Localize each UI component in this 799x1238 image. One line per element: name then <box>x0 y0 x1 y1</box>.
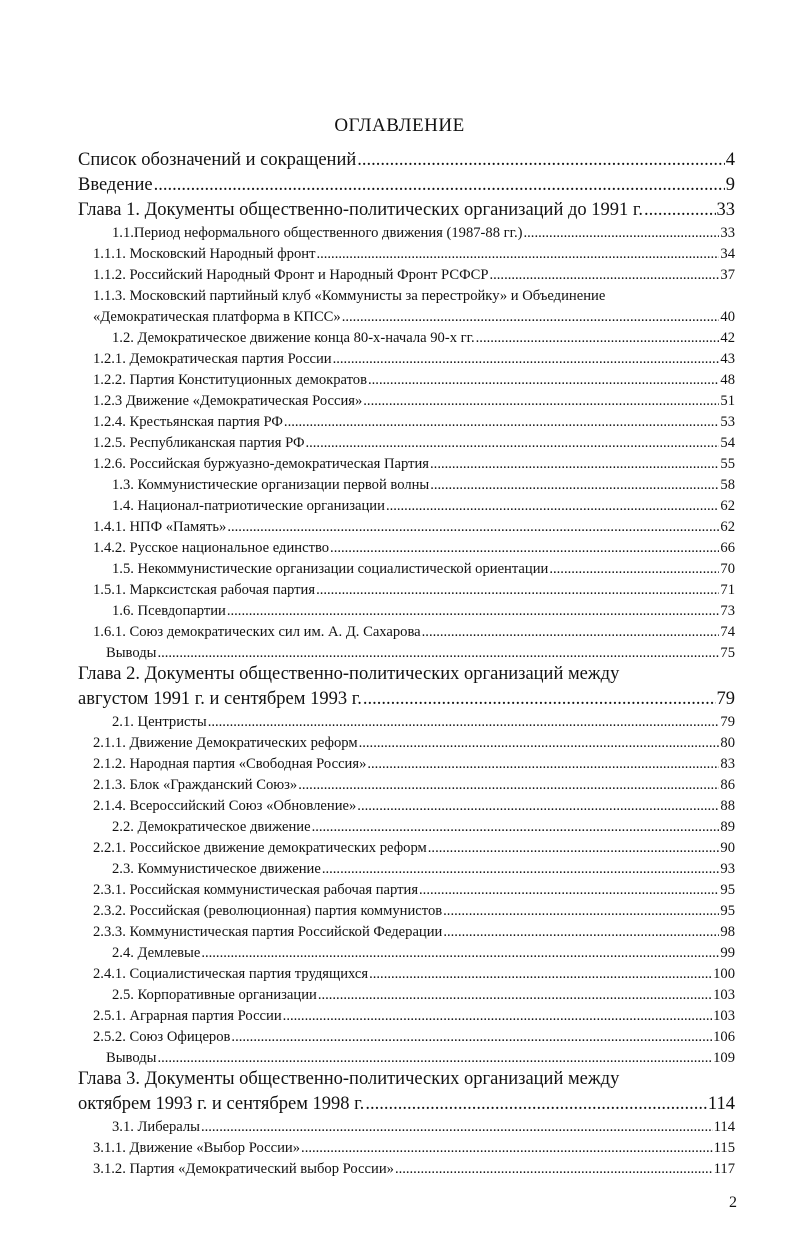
toc-entry: 2.5. Корпоративные организации ..... 103 <box>112 987 735 1004</box>
toc-entry: 1.3. Коммунистические организации первой волны ..... 58 <box>112 477 735 494</box>
toc-entry: 1.6. Псевдопартии ..... 73 <box>112 603 735 620</box>
toc-entry: Выводы ..... 75 <box>106 645 735 662</box>
toc-entry: 2.4. Демлевые ..... 99 <box>112 945 735 962</box>
toc-entry: 2.5.1. Аграрная партия России ..... 103 <box>93 1008 735 1025</box>
toc-entry: 1.4.1. НПФ «Память» ..... 62 <box>93 519 735 536</box>
toc-entry: 3.1. Либералы ..... 114 <box>112 1119 735 1136</box>
toc-entry: 2.3.2. Российская (революционная) партия коммунистов ..... 95 <box>93 903 735 920</box>
toc-entry: 1.2.3 Движение «Демократическая Россия» ..... 51 <box>93 393 735 410</box>
toc-entry: 1.2. Демократическое движение конца 80-х-начала 90-х гг. ..... 42 <box>112 330 735 347</box>
toc-entry: 1.1.1. Московский Народный фронт ..... 34 <box>93 246 735 263</box>
toc-entry: 1.2.6. Российская буржуазно-демократическая Партия ..... 55 <box>93 456 735 473</box>
toc-entry: Список обозначений и сокращений ..... 4 <box>78 150 735 171</box>
toc-entry: 1.2.4. Крестьянская партия РФ ..... 53 <box>93 414 735 431</box>
toc-entry: 2.2. Демократическое движение ..... 89 <box>112 819 735 836</box>
toc-entry-chapter: августом 1991 г. и сентябрем 1993 г. ..... 79 <box>78 689 735 710</box>
toc-entry: 1.5.1. Марксистская рабочая партия ..... 71 <box>93 582 735 599</box>
toc-entry: Введение ..... 9 <box>78 175 735 196</box>
toc-entry: 1.4.2. Русское национальное единство ..... 66 <box>93 540 735 557</box>
toc-entry: 1.2.1. Демократическая партия России ..... 43 <box>93 351 735 368</box>
toc-entry-chapter: октябрем 1993 г. и сентябрем 1998 г. ..... 114 <box>78 1094 735 1115</box>
toc-entry: 1.1.2. Российский Народный Фронт и Народный Фронт РСФСР ..... 37 <box>93 267 735 284</box>
toc-entry: 2.4.1. Социалистическая партия трудящихся ..... 100 <box>93 966 735 983</box>
toc-entry: 1.5. Некоммунистические организации социалистической ориентации ..... 70 <box>112 561 735 578</box>
toc-entry: 1.4. Национал-патриотические организации ..... 62 <box>112 498 735 515</box>
toc-entry: 3.1.1. Движение «Выбор России» ..... 115 <box>93 1140 735 1157</box>
toc-entry: 1.6.1. Союз демократических сил им. А. Д. Сахарова ..... 74 <box>93 624 735 641</box>
toc-entry: 1.1.Период неформального общественного движения (1987-88 гг.) ..... 33 <box>112 225 735 242</box>
page-title: ОГЛАВЛЕНИЕ <box>334 115 465 136</box>
toc-entry-line: 1.1.3. Московский партийный клуб «Коммунисты за перестройку» и Объединение <box>93 288 606 304</box>
toc-entry: 1.2.5. Республиканская партия РФ ..... 54 <box>93 435 735 452</box>
toc-entry: 2.3.1. Российская коммунистическая рабочая партия ..... 95 <box>93 882 735 899</box>
toc-entry: 2.3. Коммунистическое движение ..... 93 <box>112 861 735 878</box>
toc-entry: 2.1.3. Блок «Гражданский Союз» ..... 86 <box>93 777 735 794</box>
toc-entry: 2.1.4. Всероссийский Союз «Обновление» ..... 88 <box>93 798 735 815</box>
toc-entry-chapter-line: Глава 2. Документы общественно-политических организаций между <box>78 664 620 684</box>
toc-entry: Выводы ..... 109 <box>106 1050 735 1067</box>
toc-entry: 2.1.1. Движение Демократических реформ ..... 80 <box>93 735 735 752</box>
toc-entry: «Демократическая платформа в КПСС» ..... 40 <box>93 309 735 326</box>
toc-entry-chapter: Глава 1. Документы общественно-политических организаций до 1991 г. ..... 33 <box>78 200 735 221</box>
toc-entry: 2.2.1. Российское движение демократических реформ ..... 90 <box>93 840 735 857</box>
toc-entry: 2.1. Центристы ..... 79 <box>112 714 735 731</box>
toc-entry: 3.1.2. Партия «Демократический выбор России» ..... 117 <box>93 1161 735 1178</box>
toc-entry: 2.5.2. Союз Офицеров ..... 106 <box>93 1029 735 1046</box>
toc-entry: 2.3.3. Коммунистическая партия Российской Федерации ..... 98 <box>93 924 735 941</box>
toc-entry: 2.1.2. Народная партия «Свободная Россия» ..... 83 <box>93 756 735 773</box>
page-number: 2 <box>729 1194 737 1211</box>
toc-entry: 1.2.2. Партия Конституционных демократов ..... 48 <box>93 372 735 389</box>
toc-entry-chapter-line: Глава 3. Документы общественно-политических организаций между <box>78 1069 620 1089</box>
